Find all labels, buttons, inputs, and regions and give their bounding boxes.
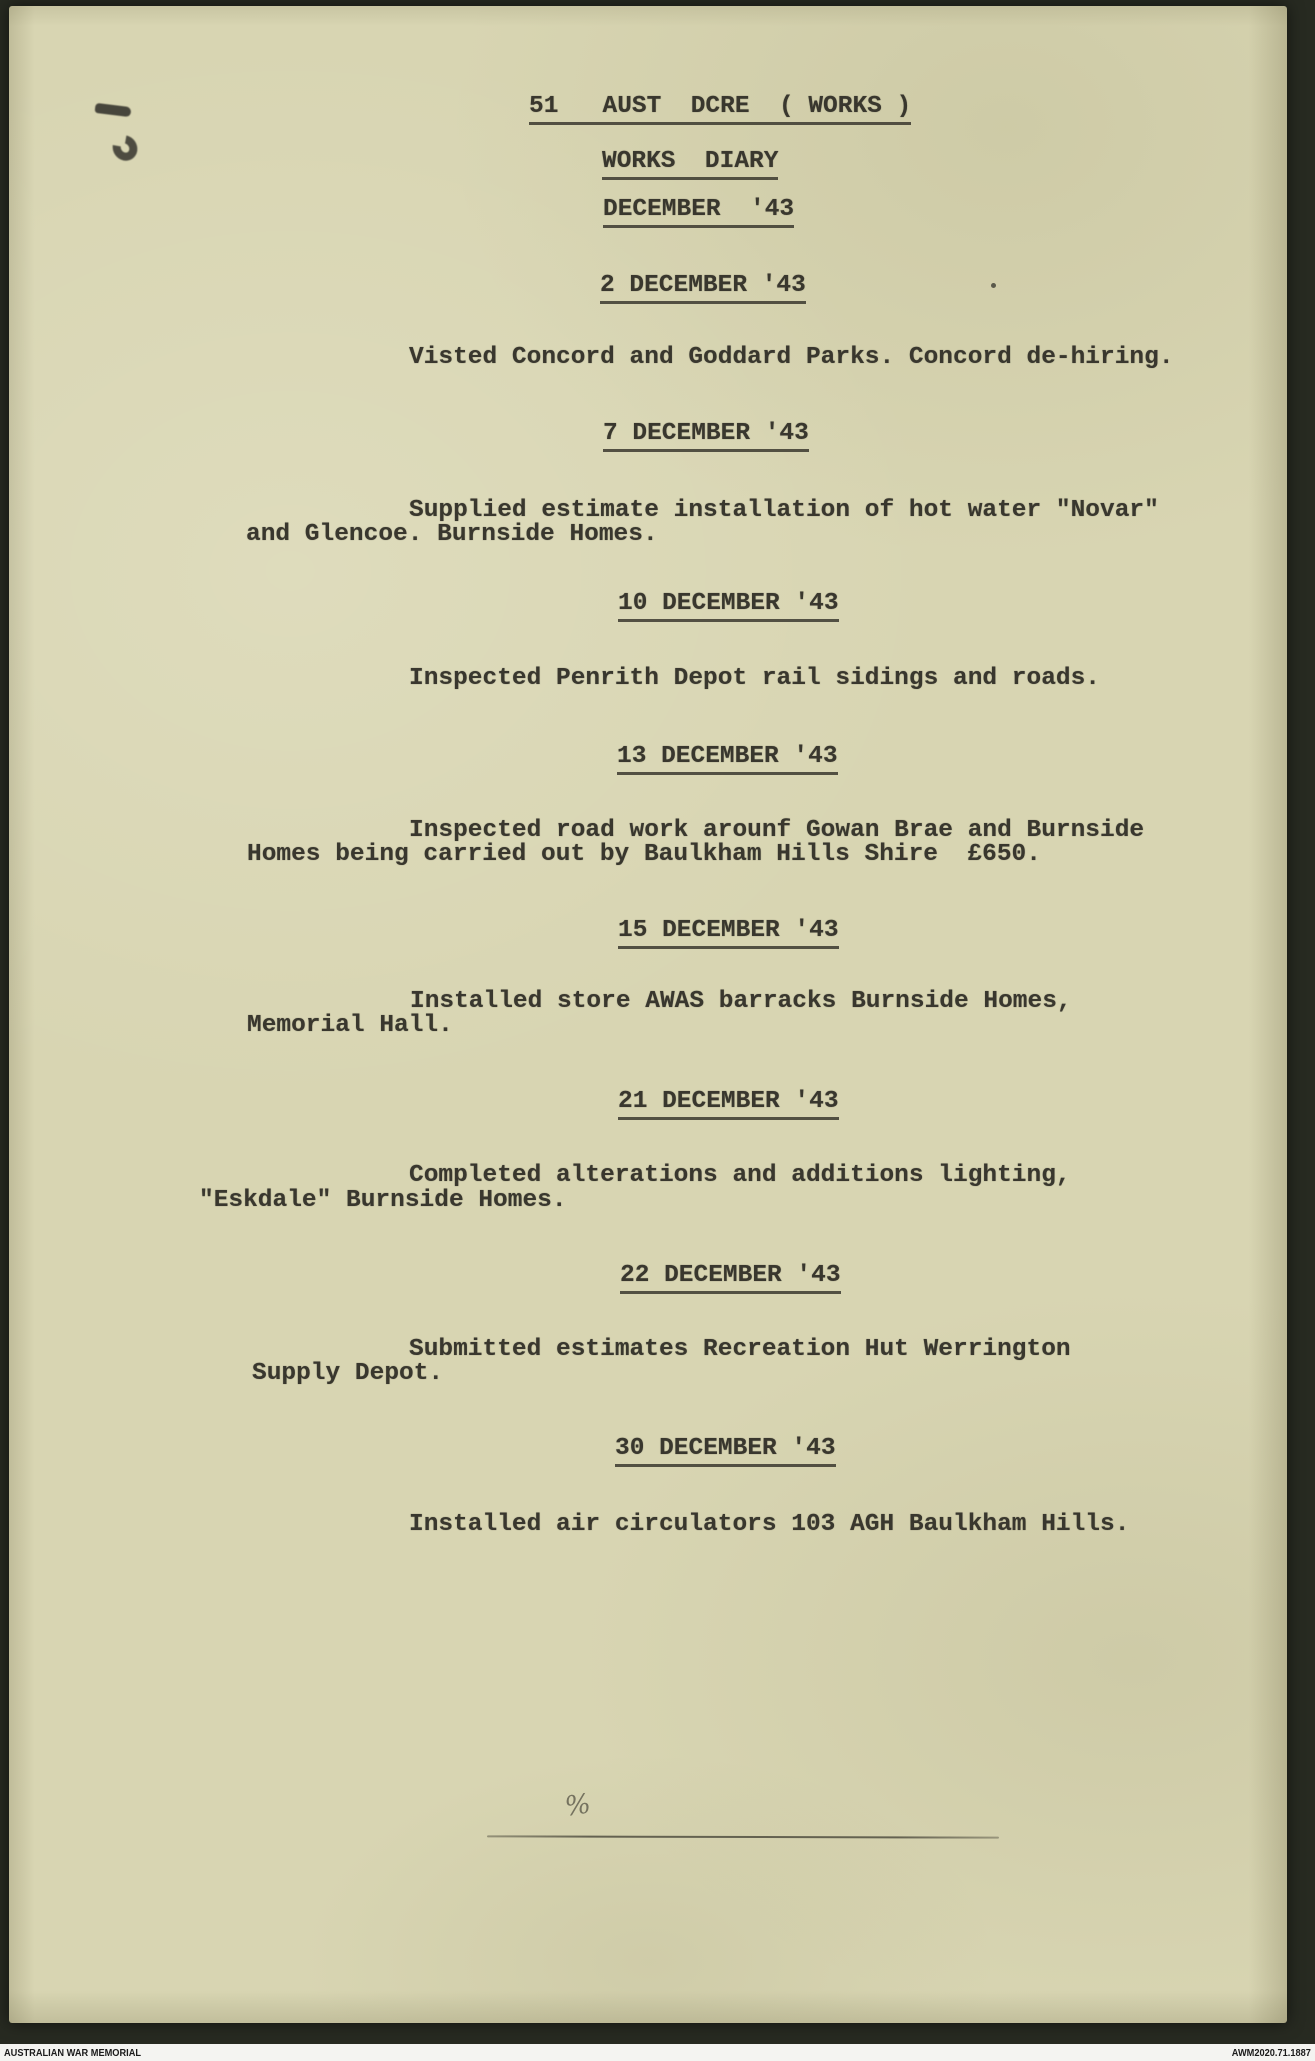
archive-footer-right: AWM2020.71.1887 [1231, 2046, 1311, 2059]
archive-footer [0, 2044, 1315, 2061]
entry-text: Memorial Hall. [247, 1012, 453, 1039]
entry-text: Submitted estimates Recreation Hut Werrington [409, 1336, 1071, 1363]
entry-date-heading: 2 DECEMBER '43 [600, 273, 806, 304]
entry-text: Homes being carried out by Baulkham Hills Shire £650. [247, 841, 1041, 868]
entry-text: and Glencoe. Burnside Homes. [246, 521, 658, 548]
document-title: 51 AUST DCRE ( WORKS ) [529, 94, 911, 125]
entry-text: Visted Concord and Goddard Parks. Concord de-hiring. [409, 344, 1174, 371]
ink-smudge [108, 130, 143, 165]
entry-date-heading: 15 DECEMBER '43 [618, 918, 839, 949]
document-subtitle: WORKS DIARY [602, 149, 778, 180]
entry-date-heading: 22 DECEMBER '43 [620, 1263, 841, 1294]
document-page [9, 6, 1287, 2023]
archive-footer-left: AUSTRALIAN WAR MEMORIAL [4, 2046, 142, 2059]
entry-text: Installed air circulators 103 AGH Baulkham Hills. [409, 1511, 1130, 1538]
entry-text: Completed alterations and additions lighting, [409, 1162, 1071, 1189]
entry-text: Inspected Penrith Depot rail sidings and roads. [409, 665, 1101, 692]
ink-dot [991, 283, 996, 288]
ink-smudge [95, 103, 132, 117]
entry-text: Installed store AWAS barracks Burnside Homes, [410, 988, 1072, 1015]
entry-date-heading: 7 DECEMBER '43 [603, 421, 809, 452]
entry-text: "Eskdale" Burnside Homes. [199, 1187, 567, 1214]
pencil-percent-mark: % [562, 1788, 593, 1823]
entry-date-heading: 13 DECEMBER '43 [617, 744, 838, 775]
entry-text: Supplied estimate installation of hot water "Novar" [409, 497, 1159, 524]
entry-text: Inspected road work arounf Gowan Brae and Burnside [409, 817, 1145, 844]
entry-date-heading: 21 DECEMBER '43 [618, 1089, 839, 1120]
entry-date-heading: 30 DECEMBER '43 [615, 1436, 836, 1467]
entry-text: Supply Depot. [252, 1360, 444, 1387]
pencil-underline [487, 1835, 999, 1838]
document-month: DECEMBER '43 [603, 197, 794, 228]
entry-date-heading: 10 DECEMBER '43 [618, 591, 839, 622]
